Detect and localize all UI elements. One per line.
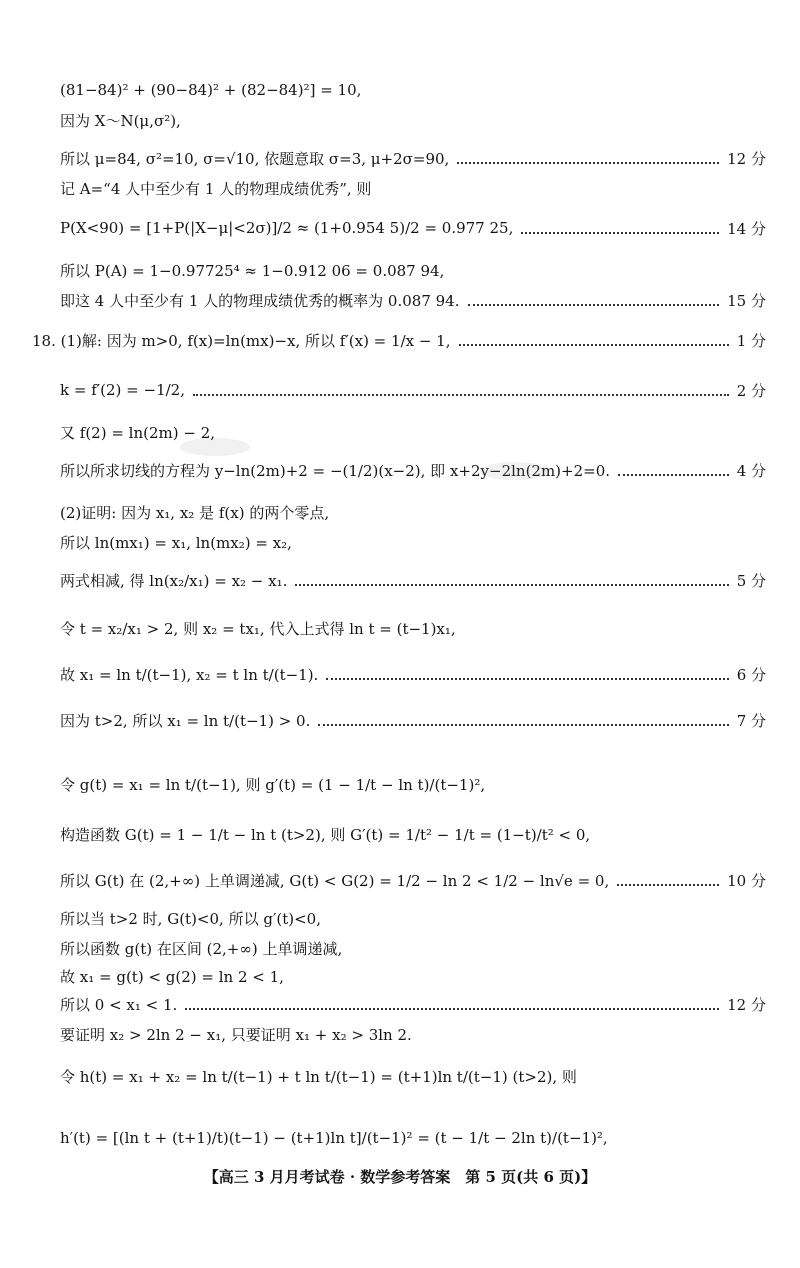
text-line: 所以当 t>2 时, G(t)<0, 所以 g′(t)<0, [60,909,321,928]
leader-dots [468,303,720,306]
leader-dots [326,677,728,680]
leader-dots [457,161,719,164]
score-label: 4 分 [736,461,766,480]
text-line: 又 f(2) = ln(2m) − 2, [60,423,216,442]
leader-dots [318,723,728,726]
score-label: 14 分 [727,219,766,238]
text-line: 即这 4 人中至少有 1 人的物理成绩优秀的概率为 0.087 94. 15 分 [60,291,766,310]
text-line: (81−84)² + (90−84)² + (82−84)²] = 10, [60,81,362,99]
leader-dots [295,583,728,586]
score-label: 6 分 [736,665,766,684]
text-line: 所以 ln(mx₁) = x₁, ln(mx₂) = x₂, [60,533,292,552]
score-label: 2 分 [736,381,766,400]
text-line: h′(t) = [(ln t + (t+1)/t)(t−1) − (t+1)ln t]/(t−1)² = (t − 1/t − 2ln t)/(t−1)², [60,1129,608,1147]
leader-dots [521,231,719,234]
score-label: 12 分 [727,995,766,1014]
faint-stamp-mark [480,462,550,480]
leader-dots [617,883,719,886]
text-line: (2)证明: 因为 x₁, x₂ 是 f(x) 的两个零点, [60,503,330,522]
question-18-heading: 18. (1)解: 因为 m>0, f(x)=ln(mx)−x, 所以 f′(x) = 1/x − 1, 1 分 [32,331,766,350]
score-label: 12 分 [727,149,766,168]
text-line: 令 h(t) = x₁ + x₂ = ln t/(t−1) + t ln t/(t−1) = (t+1)ln t/(t−1) (t>2), 则 [60,1067,577,1086]
text-line: 记 A=“4 人中至少有 1 人的物理成绩优秀”, 则 [60,179,372,198]
score-label: 10 分 [727,871,766,890]
text-line: 令 t = x₂/x₁ > 2, 则 x₂ = tx₁, 代入上式得 ln t = (t−1)x₁, [60,619,456,638]
text-line: 所以 0 < x₁ < 1. 12 分 [60,995,766,1014]
leader-dots [185,1007,719,1010]
text-line: 所以函数 g(t) 在区间 (2,+∞) 上单调递减, [60,939,343,958]
text-line: P(X<90) = [1+P(|X−μ|<2σ)]/2 ≈ (1+0.954 5)/2 = 0.977 25, 14 分 [60,219,766,238]
text-line: 故 x₁ = g(t) < g(2) = ln 2 < 1, [60,967,284,986]
page-footer: 【高三 3 月月考试卷 · 数学参考答案 第 5 页(共 6 页)】 [203,1168,597,1186]
score-label: 7 分 [736,711,766,730]
text-line: 因为 X～N(μ,σ²), [60,111,181,130]
faint-stamp-mark [180,438,250,456]
score-label: 1 分 [736,331,766,350]
leader-dots [193,393,729,396]
text-line: 所以所求切线的方程为 y−ln(2m)+2 = −(1/2)(x−2), 即 x+2y−2ln(2m)+2=0. 4 分 [60,461,766,480]
text-line: 所以 G(t) 在 (2,+∞) 上单调递减, G(t) < G(2) = 1/2 − ln 2 < 1/2 − ln√e = 0, 10 分 [60,871,766,890]
text-line: 要证明 x₂ > 2ln 2 − x₁, 只要证明 x₁ + x₂ > 3ln 2. [60,1025,412,1044]
text-line: 令 g(t) = x₁ = ln t/(t−1), 则 g′(t) = (1 − 1/t − ln t)/(t−1)², [60,775,486,794]
text-line: 两式相减, 得 ln(x₂/x₁) = x₂ − x₁. 5 分 [60,571,766,590]
text-line: 所以 P(A) = 1−0.97725⁴ ≈ 1−0.912 06 = 0.087 94, [60,261,445,280]
text-line: 故 x₁ = ln t/(t−1), x₂ = t ln t/(t−1). 6 分 [60,665,766,684]
score-label: 15 分 [727,291,766,310]
leader-dots [459,343,729,346]
text-line: 因为 t>2, 所以 x₁ = ln t/(t−1) > 0. 7 分 [60,711,766,730]
text-line: 构造函数 G(t) = 1 − 1/t − ln t (t>2), 则 G′(t) = 1/t² − 1/t = (1−t)/t² < 0, [60,825,591,844]
leader-dots [618,473,729,476]
text-line: 所以 μ=84, σ²=10, σ=√10, 依题意取 σ=3, μ+2σ=90, 12 分 [60,149,766,168]
score-label: 5 分 [736,571,766,590]
text-line: k = f′(2) = −1/2, 2 分 [60,381,766,400]
